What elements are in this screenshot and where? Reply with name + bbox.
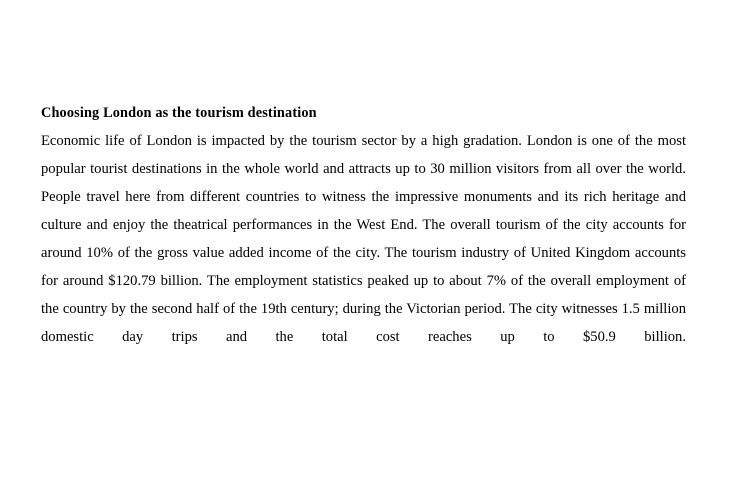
section-heading: Choosing London as the tourism destination bbox=[41, 105, 317, 121]
body-paragraph: Economic life of London is impacted by the tourism sector by a high gradation. London is one of the most popular tourist destinations in the whole world and attracts up to 30 million visitors from all over the world. People travel here from different countries to witness the impressive monuments and its rich heritage and culture and enjoy the theatrical performances in the West End. The overall tourism of the city accounts for around 10% of the gross value added income of the city. The tourism industry of United Kingdom accounts for around $120.79 billion. The employment statistics peaked up to about 7% of the overall employment of the country by the second half of the 19th century; during the Victorian period. The city witnesses 1.5 million domestic day trips and the total cost reaches up to $50.9 billion. bbox=[41, 133, 686, 345]
document-content-block bbox=[41, 99, 686, 379]
